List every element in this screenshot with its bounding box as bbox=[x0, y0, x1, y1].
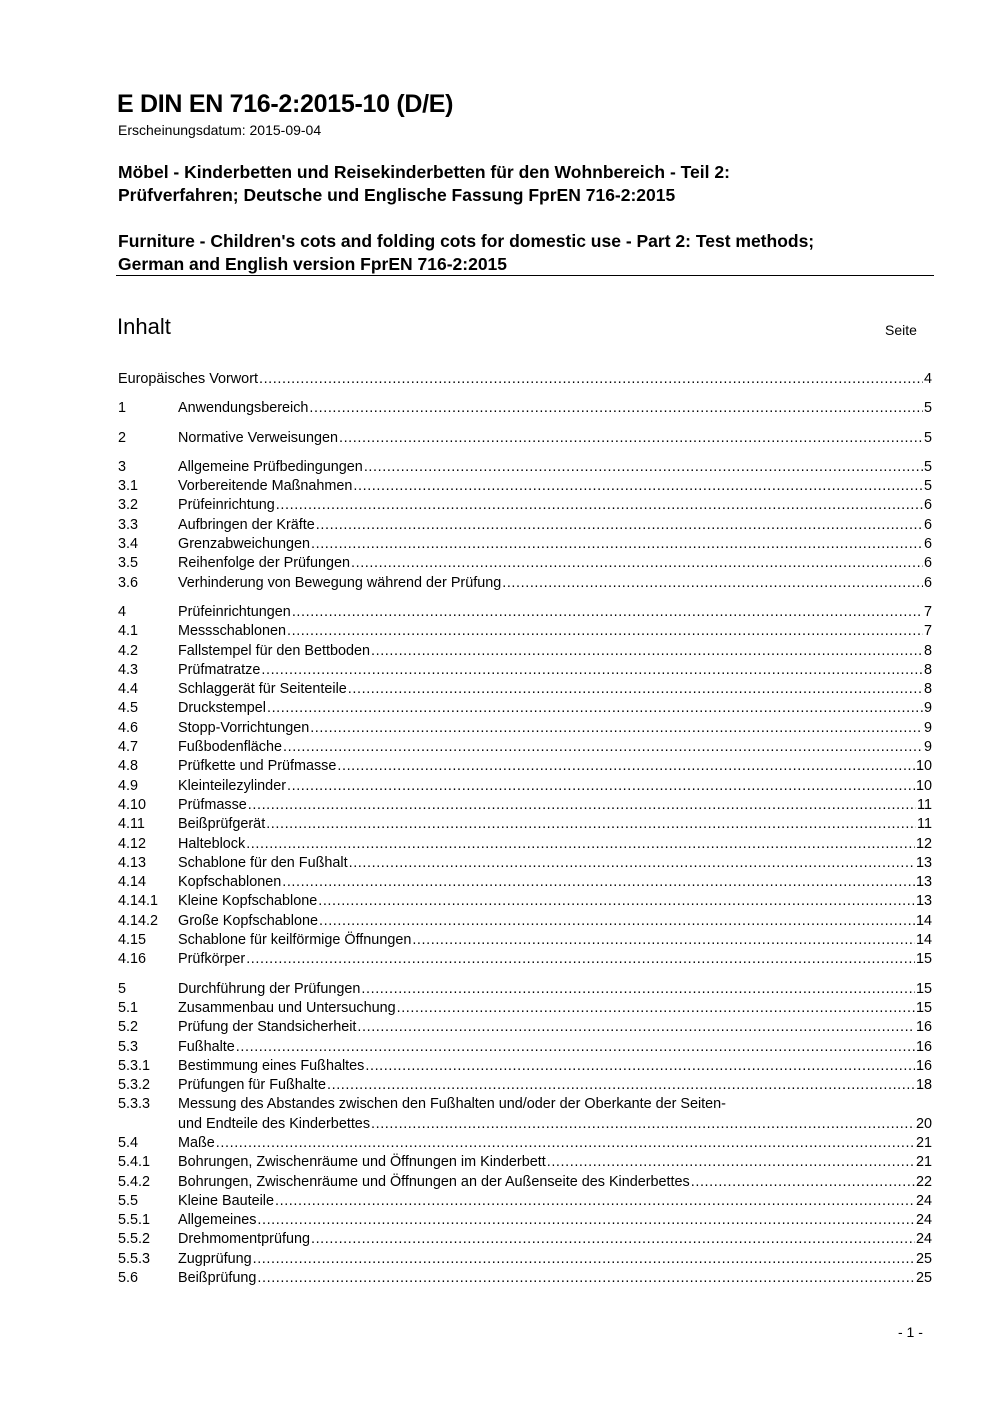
toc-dot-leader bbox=[267, 699, 923, 718]
toc-entry-number: 5.1 bbox=[118, 999, 139, 1016]
toc-entry-title: Prüfkette und Prüfmasse bbox=[178, 758, 337, 775]
toc-dot-leader bbox=[365, 1057, 915, 1076]
toc-entry-number: 4.3 bbox=[118, 661, 139, 678]
toc-dot-leader bbox=[275, 1192, 915, 1211]
toc-entry-number: 5 bbox=[118, 980, 127, 997]
toc-entry-number: 5.3.1 bbox=[118, 1057, 151, 1074]
toc-entry-number: 4.11 bbox=[118, 816, 145, 833]
toc-entry-page: 22 bbox=[915, 1173, 932, 1190]
toc-entry-page: 15 bbox=[915, 951, 932, 968]
toc-entry[interactable] bbox=[118, 399, 932, 418]
toc-entry[interactable] bbox=[118, 574, 932, 593]
toc-entry[interactable] bbox=[118, 999, 932, 1018]
toc-entry-title: Allgemeine Prüfbedingungen bbox=[178, 458, 363, 475]
toc-dot-leader bbox=[292, 603, 923, 622]
toc-entry-number: 3.6 bbox=[118, 574, 139, 591]
toc-dot-leader bbox=[316, 516, 923, 535]
toc-entry-title: Reihenfolge der Prüfungen bbox=[178, 555, 351, 572]
toc-entry[interactable] bbox=[118, 370, 932, 389]
toc-entry[interactable] bbox=[118, 622, 932, 641]
toc-entry[interactable] bbox=[118, 854, 932, 873]
toc-entry-page: 5 bbox=[923, 478, 932, 495]
toc-entry-page: 8 bbox=[923, 681, 932, 698]
toc-entry-page: 5 bbox=[923, 429, 932, 446]
toc-entry-page: 8 bbox=[923, 642, 932, 659]
toc-dot-leader bbox=[412, 931, 915, 950]
toc-heading: Inhalt bbox=[117, 314, 171, 339]
toc-dot-leader bbox=[266, 815, 916, 834]
toc-entry-title: Schlaggerät für Seitenteile bbox=[178, 681, 347, 698]
toc-entry-number: 4.13 bbox=[118, 854, 147, 871]
toc-entry-number: 4.6 bbox=[118, 719, 139, 736]
toc-entry-number: 4.2 bbox=[118, 642, 139, 659]
standard-id: E DIN EN 716-2:2015-10 (D/E) bbox=[117, 90, 454, 118]
toc-dot-leader bbox=[327, 1076, 915, 1095]
toc-entry-number: 3 bbox=[118, 458, 127, 475]
toc-entry[interactable] bbox=[118, 738, 932, 757]
toc-entry-continuation[interactable] bbox=[118, 1115, 932, 1134]
toc-entry-page: 6 bbox=[923, 555, 932, 572]
toc-entry-title-continued: und Endteile des Kinderbettes bbox=[178, 1115, 371, 1132]
toc-entry[interactable] bbox=[118, 912, 932, 931]
toc-entry-title: Fallstempel für den Bettboden bbox=[178, 642, 370, 659]
toc-entry-title: Beißprüfung bbox=[178, 1270, 257, 1287]
page-number: - 1 - bbox=[898, 1324, 923, 1340]
toc-entry[interactable] bbox=[118, 719, 932, 738]
title-divider bbox=[116, 275, 934, 276]
toc-entry-number: 4.14.2 bbox=[118, 912, 159, 929]
toc-entry-number: 1 bbox=[118, 400, 127, 417]
toc-dot-leader bbox=[287, 777, 915, 796]
toc-entry-page: 5 bbox=[923, 458, 932, 475]
toc-entry-number: 5.4 bbox=[118, 1134, 139, 1151]
toc-entry[interactable] bbox=[118, 873, 932, 892]
toc-entry-number: 4.5 bbox=[118, 700, 139, 717]
toc-entry-page: 9 bbox=[923, 739, 932, 756]
toc-entry[interactable] bbox=[118, 661, 932, 680]
toc-entry-number: 5.6 bbox=[118, 1270, 139, 1287]
toc-entry[interactable] bbox=[118, 1095, 932, 1114]
toc-dot-leader bbox=[311, 535, 923, 554]
toc-entry-number: 3.4 bbox=[118, 536, 139, 553]
toc-entry-title: Prüfeinrichtungen bbox=[178, 603, 291, 620]
toc-entry[interactable] bbox=[118, 815, 932, 834]
toc-entry-page: 7 bbox=[923, 623, 932, 640]
toc-entry-title: Schablone für den Fußhalt bbox=[178, 854, 348, 871]
toc-dot-leader bbox=[282, 873, 915, 892]
toc-entry[interactable] bbox=[118, 642, 932, 661]
toc-entry-title: Prüfkörper bbox=[178, 951, 246, 968]
toc-dot-leader bbox=[310, 719, 923, 738]
toc-entry[interactable] bbox=[118, 980, 932, 999]
toc-entry[interactable] bbox=[118, 516, 932, 535]
toc-entry-number: 4.14 bbox=[118, 874, 147, 891]
toc-entry[interactable] bbox=[118, 1211, 932, 1230]
toc-entry[interactable] bbox=[118, 931, 932, 950]
toc-entry-number: 5.3.2 bbox=[118, 1077, 151, 1094]
toc-dot-leader bbox=[283, 738, 923, 757]
toc-entry-number: 4.8 bbox=[118, 758, 139, 775]
toc-entry-number: 4.16 bbox=[118, 951, 147, 968]
toc-entry-page: 6 bbox=[923, 574, 932, 591]
toc-entry-title: Kopfschablonen bbox=[178, 874, 282, 891]
toc-entry[interactable] bbox=[118, 496, 932, 515]
toc-entry-title: Zugprüfung bbox=[178, 1250, 252, 1267]
toc-entry[interactable] bbox=[118, 892, 932, 911]
toc-entry-page: 24 bbox=[915, 1192, 932, 1209]
toc-entry-page: 16 bbox=[915, 1019, 932, 1036]
toc-entry-title: Kleine Kopfschablone bbox=[178, 893, 318, 910]
toc-entry[interactable] bbox=[118, 1173, 932, 1192]
toc-entry-title: Messung des Abstandes zwischen den Fußhalten und/oder der Oberkante der Seiten- bbox=[178, 1096, 726, 1113]
toc-entry-page: 5 bbox=[923, 400, 932, 417]
toc-entry-number: 4.1 bbox=[118, 623, 139, 640]
toc-dot-leader bbox=[371, 642, 923, 661]
toc-entry[interactable] bbox=[118, 777, 932, 796]
toc-dot-leader bbox=[361, 980, 915, 999]
toc-entry-title: Allgemeines bbox=[178, 1212, 257, 1229]
toc-dot-leader bbox=[318, 892, 915, 911]
toc-dot-leader bbox=[502, 574, 923, 593]
title-german-line-1: Möbel - Kinderbetten und Reisekinderbetten für den Wohnbereich - Teil 2: bbox=[118, 162, 730, 182]
toc-entry-page: 13 bbox=[915, 874, 932, 891]
toc-dot-leader bbox=[319, 912, 915, 931]
toc-entry[interactable] bbox=[118, 1192, 932, 1211]
toc-entry-page: 7 bbox=[923, 603, 932, 620]
toc-entry-page: 20 bbox=[915, 1115, 932, 1132]
toc-entry-number: 5.5 bbox=[118, 1192, 139, 1209]
toc-entry-page: 9 bbox=[923, 719, 932, 736]
toc-entry-title: Kleinteilezylinder bbox=[178, 777, 286, 794]
toc-entry-page: 24 bbox=[915, 1212, 932, 1229]
toc-dot-leader bbox=[309, 399, 923, 418]
toc-entry-title: Drehmomentprüfung bbox=[178, 1231, 310, 1248]
toc-entry-title: Normative Verweisungen bbox=[178, 429, 338, 446]
toc-entry-number: 4.4 bbox=[118, 681, 139, 698]
toc-dot-leader bbox=[371, 1115, 915, 1134]
toc-entry-page: 14 bbox=[915, 932, 932, 949]
toc-dot-leader bbox=[311, 1230, 915, 1249]
title-german-line-2: Prüfverfahren; Deutsche und Englische Fassung FprEN 716-2:2015 bbox=[118, 185, 676, 205]
issue-date: Erscheinungsdatum: 2015-09-04 bbox=[118, 122, 322, 138]
toc-entry-number: 4.7 bbox=[118, 739, 139, 756]
toc-dot-leader bbox=[246, 950, 915, 969]
toc-entry-title: Prüfeinrichtung bbox=[178, 497, 275, 514]
toc-entry-page: 11 bbox=[917, 796, 932, 813]
toc-entry-page: 15 bbox=[915, 999, 932, 1016]
toc-dot-leader bbox=[257, 1269, 915, 1288]
toc-entry[interactable] bbox=[118, 1269, 932, 1288]
toc-entry[interactable] bbox=[118, 1057, 932, 1076]
toc-entry-number: 3.2 bbox=[118, 497, 139, 514]
toc-entry-page: 6 bbox=[923, 516, 932, 533]
toc-entry[interactable] bbox=[118, 535, 932, 554]
title-english-line-1: Furniture - Children's cots and folding cots for domestic use - Part 2: Test methods; bbox=[118, 231, 815, 251]
toc-dot-leader bbox=[248, 796, 916, 815]
toc-dot-leader bbox=[246, 835, 915, 854]
toc-entry-page: 16 bbox=[915, 1038, 932, 1055]
toc-entry-page: 21 bbox=[915, 1154, 932, 1171]
toc-dot-leader bbox=[337, 757, 915, 776]
toc-entry-number: 3.5 bbox=[118, 555, 139, 572]
toc-entry-page: 25 bbox=[915, 1250, 932, 1267]
toc-entry-title: Prüfmasse bbox=[178, 796, 247, 813]
toc-entry-number: 4.15 bbox=[118, 932, 147, 949]
toc-entry-number: 5.4.1 bbox=[118, 1154, 151, 1171]
toc-dot-leader bbox=[257, 1211, 915, 1230]
toc-entry[interactable] bbox=[118, 835, 932, 854]
toc-entry-title: Kleine Bauteile bbox=[178, 1192, 275, 1209]
toc-entry-title: Bohrungen, Zwischenräume und Öffnungen an der Außenseite des Kinderbettes bbox=[178, 1173, 690, 1190]
toc-entry-page: 10 bbox=[915, 758, 932, 775]
toc-entry-number: 4 bbox=[118, 603, 127, 620]
toc-entry[interactable] bbox=[118, 757, 932, 776]
toc-dot-leader bbox=[261, 661, 923, 680]
toc-entry[interactable] bbox=[118, 796, 932, 815]
toc-entry-number: 2 bbox=[118, 429, 127, 446]
toc-entry-number: 4.10 bbox=[118, 796, 147, 813]
toc-entry-number: 4.14.1 bbox=[118, 893, 159, 910]
toc-entry-title: Stopp-Vorrichtungen bbox=[178, 719, 310, 736]
toc-entry-title: Schablone für keilförmige Öffnungen bbox=[178, 932, 412, 949]
toc-dot-leader bbox=[348, 680, 923, 699]
toc-entry[interactable] bbox=[118, 458, 932, 477]
toc-entry[interactable] bbox=[118, 1250, 932, 1269]
toc-entry-number: 5.5.1 bbox=[118, 1212, 151, 1229]
toc-entry-title: Aufbringen der Kräfte bbox=[178, 516, 315, 533]
toc-entry-number: 3.1 bbox=[118, 478, 139, 495]
toc-dot-leader bbox=[349, 854, 915, 873]
toc-entry-title: Fußhalte bbox=[178, 1038, 235, 1055]
toc-dot-leader bbox=[351, 554, 923, 573]
toc-entry-title: Grenzabweichungen bbox=[178, 536, 311, 553]
toc-entry-title: Durchführung der Prüfungen bbox=[178, 980, 361, 997]
toc-dot-leader bbox=[339, 429, 923, 448]
toc-entry-number: 5.5.3 bbox=[118, 1250, 151, 1267]
toc-entry-title: Prüfungen für Fußhalte bbox=[178, 1077, 326, 1094]
toc-entry-page: 15 bbox=[915, 980, 932, 997]
toc-entry-page: 6 bbox=[923, 497, 932, 514]
toc-entry-page: 18 bbox=[915, 1077, 932, 1094]
toc-entry-page: 11 bbox=[917, 816, 932, 833]
toc-dot-leader bbox=[276, 496, 923, 515]
toc-entry-title: Bohrungen, Zwischenräume und Öffnungen im Kinderbett bbox=[178, 1154, 546, 1171]
title-english-line-2: German and English version FprEN 716-2:2015 bbox=[118, 254, 508, 274]
toc-dot-leader bbox=[357, 1018, 915, 1037]
toc-entry-title: Druckstempel bbox=[178, 700, 266, 717]
toc-entry[interactable] bbox=[118, 603, 932, 622]
toc-entry[interactable] bbox=[118, 1230, 932, 1249]
toc-entry-page: 6 bbox=[923, 536, 932, 553]
toc-entry-title: Prüfmatratze bbox=[178, 661, 261, 678]
toc-entry-number: 5.3 bbox=[118, 1038, 139, 1055]
toc-entry[interactable] bbox=[118, 1076, 932, 1095]
toc-entry-number: 5.4.2 bbox=[118, 1173, 151, 1190]
toc-dot-leader bbox=[259, 370, 923, 389]
toc-entry[interactable] bbox=[118, 1153, 932, 1172]
toc-entry[interactable] bbox=[118, 699, 932, 718]
toc-entry[interactable] bbox=[118, 429, 932, 448]
toc-entry[interactable] bbox=[118, 554, 932, 573]
toc-entry-page: 9 bbox=[923, 700, 932, 717]
toc-entry-title: Halteblock bbox=[178, 835, 246, 852]
toc-entry-page: 12 bbox=[915, 835, 932, 852]
toc-entry-number: 4.12 bbox=[118, 835, 147, 852]
toc-entry[interactable] bbox=[118, 477, 932, 496]
toc-entry-page: 16 bbox=[915, 1057, 932, 1074]
toc-entry-number: 5.5.2 bbox=[118, 1231, 151, 1248]
toc-entry-page: 25 bbox=[915, 1270, 932, 1287]
toc-dot-leader bbox=[236, 1038, 915, 1057]
toc-entry-title: Anwendungsbereich bbox=[178, 400, 309, 417]
toc-dot-leader bbox=[691, 1173, 915, 1192]
toc-entry-title: Messschablonen bbox=[178, 623, 286, 640]
toc-page-column-label: Seite bbox=[885, 322, 917, 338]
toc-entry-page: 10 bbox=[915, 777, 932, 794]
toc-dot-leader bbox=[287, 622, 923, 641]
toc-entry-page: 13 bbox=[915, 854, 932, 871]
toc-entry-page: 24 bbox=[915, 1231, 932, 1248]
toc-entry-title: Maße bbox=[178, 1134, 215, 1151]
title-english bbox=[118, 230, 938, 276]
toc-entry-page: 8 bbox=[923, 661, 932, 678]
toc-entry[interactable] bbox=[118, 1018, 932, 1037]
toc-entry-title: Beißprüfgerät bbox=[178, 816, 266, 833]
toc-entry-page: 4 bbox=[923, 371, 932, 387]
toc-entry-number: 4.9 bbox=[118, 777, 139, 794]
toc-entry[interactable] bbox=[118, 1134, 932, 1153]
toc-entry-title: Vorbereitende Maßnahmen bbox=[178, 478, 353, 495]
toc-entry[interactable] bbox=[118, 1038, 932, 1057]
toc-entry-title: Prüfung der Standsicherheit bbox=[178, 1019, 357, 1036]
toc-entry-page: 14 bbox=[915, 912, 932, 929]
toc-entry-title: Verhinderung von Bewegung während der Prüfung bbox=[178, 574, 502, 591]
toc-entry[interactable] bbox=[118, 950, 932, 969]
toc-dot-leader bbox=[353, 477, 923, 496]
toc-dot-leader bbox=[216, 1134, 915, 1153]
toc-dot-leader bbox=[253, 1250, 915, 1269]
toc-entry-title: Fußbodenfläche bbox=[178, 739, 283, 756]
table-of-contents bbox=[118, 370, 932, 1288]
toc-entry-title: Große Kopfschablone bbox=[178, 912, 318, 929]
toc-entry-number: 5.2 bbox=[118, 1019, 139, 1036]
toc-entry-title: Zusammenbau und Untersuchung bbox=[178, 999, 396, 1016]
toc-entry-page: 21 bbox=[915, 1134, 932, 1151]
toc-entry[interactable] bbox=[118, 680, 932, 699]
toc-dot-leader bbox=[364, 458, 923, 477]
toc-entry-page: 13 bbox=[915, 893, 932, 910]
toc-entry-number: 5.3.3 bbox=[118, 1096, 151, 1113]
toc-entry-number: 3.3 bbox=[118, 516, 139, 533]
title-german bbox=[118, 161, 938, 207]
toc-entry-title: Europäisches Vorwort bbox=[118, 371, 258, 387]
toc-dot-leader bbox=[397, 999, 915, 1018]
toc-dot-leader bbox=[547, 1153, 915, 1172]
toc-entry-title: Bestimmung eines Fußhaltes bbox=[178, 1057, 365, 1074]
